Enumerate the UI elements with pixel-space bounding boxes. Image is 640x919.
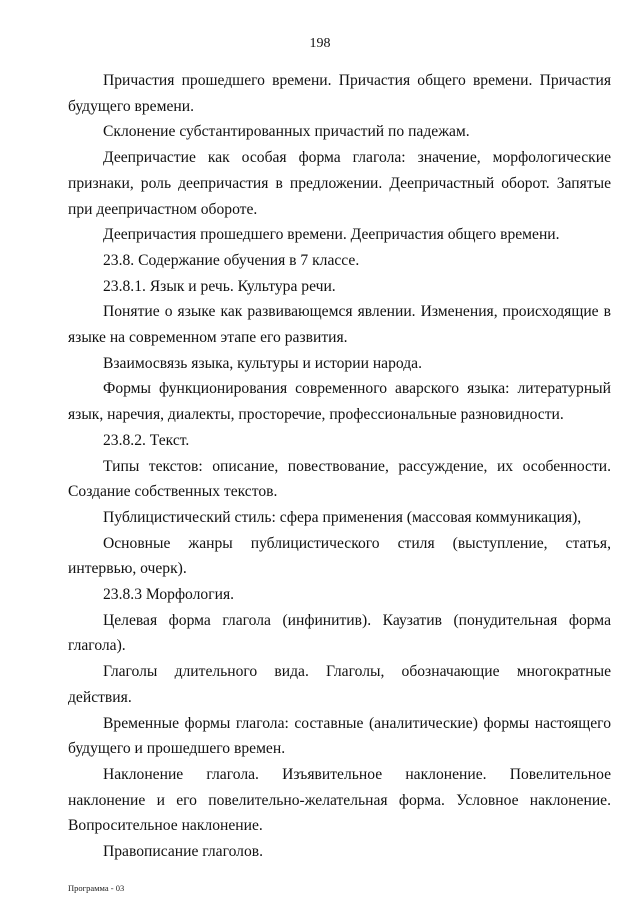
section-heading-grade-7: 23.8. Содержание обучения в 7 классе. xyxy=(103,251,360,269)
page-number: 198 xyxy=(309,36,331,51)
paragraph-verb-tense-forms: Временные формы глагола: составные (аналитические) формы настоящего будущего и прошедшего времен. xyxy=(68,714,611,758)
paragraph-verb-spelling: Правописание глаголов. xyxy=(103,843,264,861)
paragraph-text-types: Типы текстов: описание, повествование, рассуждение, их особенности. Создание собственных текстов. xyxy=(68,457,611,501)
paragraph-gerund-tenses: Деепричастия прошедшего времени. Деепричастия общего времени. xyxy=(103,226,560,244)
footer-program-label: Программа - 03 xyxy=(68,883,125,893)
paragraph-participles-tenses: Причастия прошедшего времени. Причастия общего времени. Причастия будущего времени. xyxy=(68,72,611,115)
document-body xyxy=(68,68,611,865)
paragraph-infinitive-causative: Целевая форма глагола (инфинитив). Каузатив (понудительная форма глагола). xyxy=(68,611,611,655)
paragraph-gerund-definition: Деепричастие как особая форма глагола: значение, морфологические признаки, роль деепричастия в предложении. Деепричастный оборот. Запятые при деепричастном обороте. xyxy=(68,149,611,218)
paragraph-avar-language-forms: Формы функционирования современного аварского языка: литературный язык, наречия, диалекты, просторечие, профессиональные разновидности. xyxy=(68,380,611,424)
subsection-heading-text: 23.8.2. Текст. xyxy=(103,431,190,449)
paragraph-durative-verbs: Глаголы длительного вида. Глаголы, обозначающие многократные действия. xyxy=(68,663,611,706)
paragraph-language-concept: Понятие о языке как развивающемся явлении. Изменения, происходящие в языке на современном этапе его развития. xyxy=(68,303,611,347)
subsection-heading-morphology: 23.8.3 Морфология. xyxy=(103,586,235,604)
paragraph-language-culture-history: Взаимосвязь языка, культуры и истории народа. xyxy=(103,354,422,372)
subsection-heading-language-speech: 23.8.1. Язык и речь. Культура речи. xyxy=(103,277,336,295)
paragraph-verb-moods: Наклонение глагола. Изъявительное наклонение. Повелительное наклонение и его повелительно-желательная форма. Условное наклонение. Вопросительное наклонение. xyxy=(68,765,611,835)
paragraph-participle-declension: Склонение субстантированных причастий по падежам. xyxy=(103,123,470,141)
paragraph-publicistic-genres: Основные жанры публицистического стиля (выступление, статья, интервью, очерк). xyxy=(68,534,611,578)
paragraph-publicistic-style: Публицистический стиль: сфера применения (массовая коммуникация), xyxy=(103,508,582,526)
